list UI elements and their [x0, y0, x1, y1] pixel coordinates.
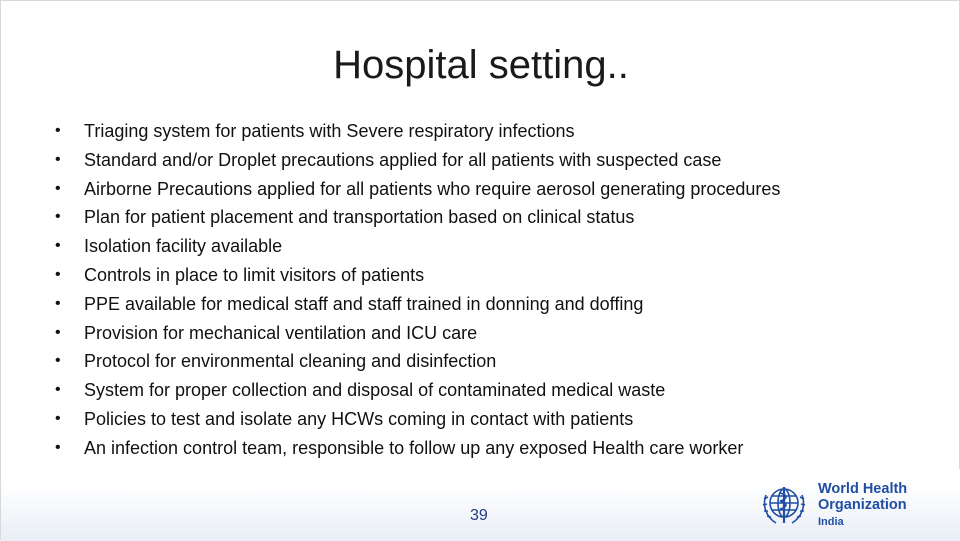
slide-title: Hospital setting..	[333, 43, 629, 87]
who-emblem-icon	[758, 479, 810, 531]
bullet-icon: •	[55, 438, 61, 456]
bullet-icon: •	[55, 352, 61, 370]
bullet-icon: •	[55, 208, 61, 226]
bullet-icon: •	[55, 265, 61, 283]
bullet-icon: •	[55, 122, 61, 139]
list-item: • An infection control team, responsible to follow up any exposed Health care worker	[53, 434, 780, 463]
list-item: • Isolation facility available	[53, 232, 780, 261]
bullet-icon: •	[55, 237, 61, 255]
list-item: • Standard and/or Droplet precautions applied for all patients with suspected case	[53, 146, 780, 175]
list-item: • Triaging system for patients with Severe respiratory infections	[53, 117, 780, 146]
list-item: • Plan for patient placement and transportation based on clinical status	[53, 203, 780, 232]
bullet-list	[53, 117, 780, 463]
bullet-icon: •	[55, 294, 61, 312]
bullet-icon: •	[55, 409, 61, 427]
list-item: • System for proper collection and disposal of contaminated medical waste	[53, 376, 780, 405]
who-wordmark: World Health Organization India	[818, 481, 908, 528]
bullet-icon: •	[55, 150, 61, 168]
list-item: • Airborne Precautions applied for all patients who require aerosol generating procedures	[53, 175, 780, 204]
list-item: • PPE available for medical staff and staff trained in donning and doffing	[53, 290, 780, 319]
bullet-icon: •	[55, 179, 61, 197]
list-item: • Protocol for environmental cleaning and disinfection	[53, 347, 780, 376]
list-item: • Policies to test and isolate any HCWs coming in contact with patients	[53, 405, 780, 434]
list-item: • Provision for mechanical ventilation and ICU care	[53, 319, 780, 348]
bullet-icon: •	[55, 323, 61, 341]
who-logo	[758, 479, 938, 531]
page-number: 39	[470, 507, 488, 524]
bullet-icon: •	[55, 381, 61, 399]
list-item: • Controls in place to limit visitors of patients	[53, 261, 780, 290]
